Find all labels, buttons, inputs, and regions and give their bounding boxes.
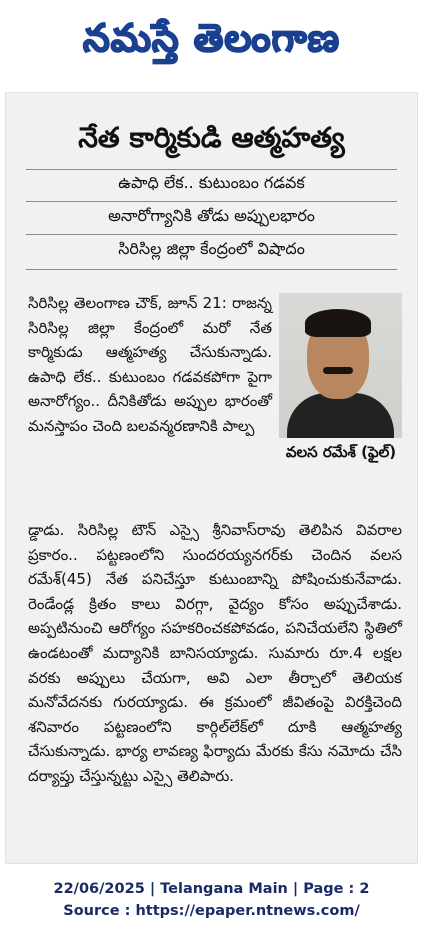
photo-caption: వలస రమేశ్ (ఫైల్) (285, 443, 397, 461)
article-clipping (5, 92, 418, 864)
deck-line-2: అనారోగ్యానికి తోడు అప్పులభారం (108, 206, 315, 225)
divider (26, 234, 397, 235)
divider (26, 201, 397, 202)
article-headline: నేత కార్మికుడి ఆత్మహత్య (78, 121, 345, 154)
article-body: డ్డాడు. సిరిసిల్ల టౌన్ ఎస్సై శ్రీనివాస్‌రావు తెలిపిన వివరాల ప్రకారం.. పట్టణంలోని సుందరయ్యనగర్‌కు చెందిన వలస రమేశ్(45) నేత పనిచేస్తూ కుటుంబాన్ని పోషించుకునేవాడు. రెండేండ్ల క్రితం కాలు విరగ్గా, వైద్యం కోసం అప్పుచేశాడు. అప్పటినుంచి ఆరోగ్యం సహకరించకపోవడం, పనిచేయలేని స్థితిలో ఉండటంతో మద్యానికి బానిసయ్యాడు. సుమారు రూ.4 లక్షల వరకు అప్పులు చేయగా, అవి ఎలా తీర్చాలో తెలియక మనోవేదనకు గురయ్యాడు. ఈ క్రమంలో జీవితంపై విరక్తిచెంది శనివారం పట్టణంలోని కార్గిల్‌లేక్‌లో దూకి ఆత్మహత్య చేసుకున్నాడు. భార్య లావణ్య ఫిర్యాదు మేరకు కేసు నమోదు చేసి దర్యాప్తు చేస్తున్నట్టు ఎస్సై తెలిపారు. (28, 521, 402, 785)
edition-info: 22/06/2025 | Telangana Main | Page : 2 (53, 881, 370, 897)
divider (26, 169, 397, 170)
newspaper-logo: నమస్తే తెలంగాణ (83, 16, 340, 60)
article-body-intro: సిరిసిల్ల తెలంగాణ చౌక్, జూన్ 21: రాజన్న సిరిసిల్ల జిల్లా కేంద్రంలో మరో నేత కార్మికుడు ఆత్మహత్య చేసుకున్నాడు. ఉపాధి లేక.. కుటుంబం గడవకపోగా పైగా అనారోగ్యం.. దీనికితోడు అప్పుల భారంతో మనస్తాపం చెంది బలవన్మరణానికి పాల్ప (28, 294, 272, 435)
deck-line-1: ఉపాధి లేక.. కుటుంబం గడవక (118, 173, 305, 192)
source-link[interactable]: Source : https://epaper.ntnews.com/ (63, 903, 360, 919)
person-photo (279, 293, 402, 438)
deck-line-3: సిరిసిల్ల జిల్లా కేంద్రంలో విషాదం (118, 239, 305, 258)
divider (26, 269, 397, 270)
masthead (0, 0, 423, 86)
